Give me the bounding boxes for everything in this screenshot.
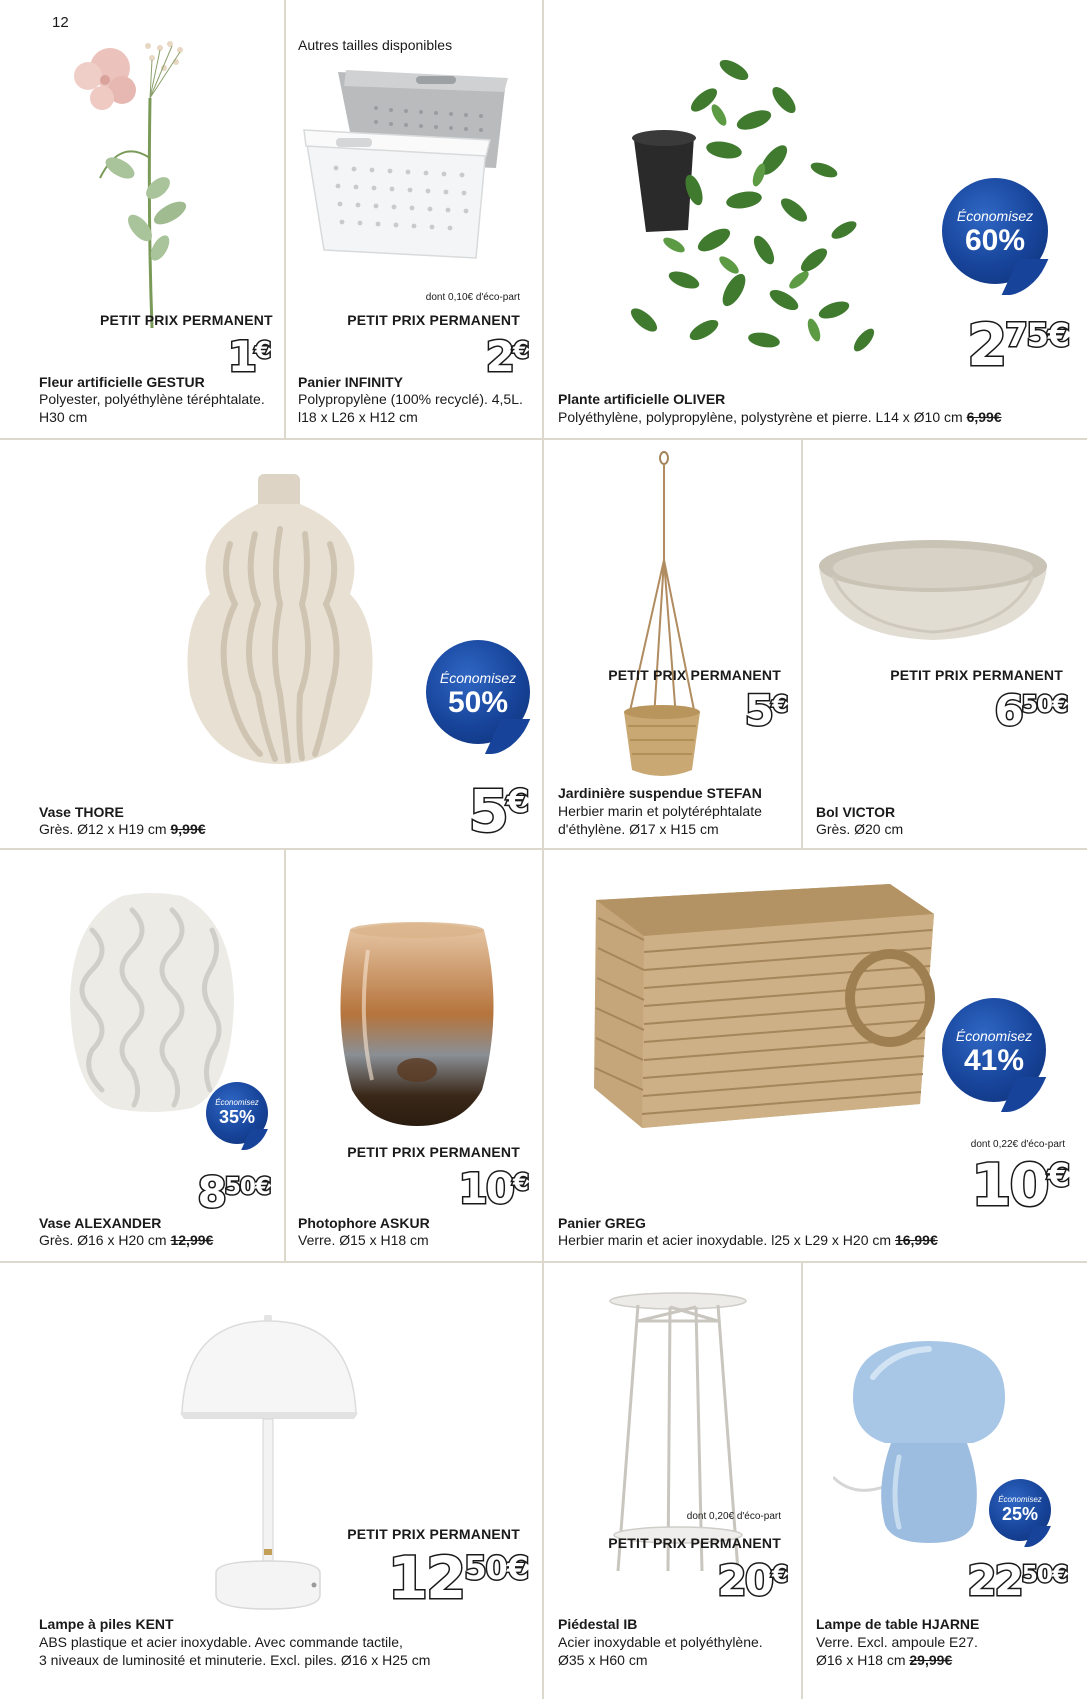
old-price: 16,99€ xyxy=(894,1232,938,1248)
price-integer: 2 xyxy=(967,311,1006,379)
storage-basket-image xyxy=(296,58,526,278)
permanent-price-label: PETIT PRIX PERMANENT xyxy=(608,667,781,683)
price-tag xyxy=(468,777,528,845)
discount-badge-percent: 41% xyxy=(963,1044,1025,1077)
price-integer: 5 xyxy=(744,686,772,735)
discount-badge xyxy=(942,178,1048,284)
price-decimal: 50€ xyxy=(224,1174,270,1200)
permanent-price-label: PETIT PRIX PERMANENT xyxy=(100,312,273,328)
product-greg[interactable] xyxy=(544,850,1087,1261)
price-decimal: € xyxy=(506,782,528,820)
price-decimal: € xyxy=(771,1562,787,1588)
old-price: 29,99€ xyxy=(909,1652,953,1668)
product-thore[interactable] xyxy=(0,440,542,848)
price-decimal: € xyxy=(1047,1156,1069,1194)
price-tag xyxy=(387,1544,528,1612)
product-name: Panier GREG xyxy=(558,1215,646,1231)
price-decimal: 50€ xyxy=(1021,692,1067,718)
product-description: Herbier marin et polytéréphtalate d'éthylène. Ø17 x H15 cm xyxy=(558,803,762,837)
price-integer: 5 xyxy=(468,777,507,845)
product-name: Panier INFINITY xyxy=(298,374,404,390)
vase-image xyxy=(62,890,242,1114)
price-decimal: € xyxy=(512,1170,528,1196)
product-name: Lampe à piles KENT xyxy=(39,1616,174,1632)
product-description xyxy=(558,408,1078,426)
old-price: 12,99€ xyxy=(170,1232,214,1248)
discount-badge-percent: 60% xyxy=(964,224,1026,257)
bowl-image xyxy=(815,536,1051,646)
discount-badge-label: Économisez xyxy=(955,1028,1033,1044)
price-integer: 10 xyxy=(458,1164,513,1213)
product-description-line: ABS plastique et acier inoxydable. Avec commande tactile, xyxy=(39,1634,403,1650)
discount-badge xyxy=(426,640,530,744)
price-integer: 1 xyxy=(227,332,255,381)
permanent-price-label: PETIT PRIX PERMANENT xyxy=(347,1526,520,1542)
product-alexander[interactable] xyxy=(0,850,284,1261)
vase-image xyxy=(180,474,380,774)
price-tag xyxy=(744,686,787,735)
pedestal-image xyxy=(598,1291,758,1571)
price-decimal: 50€ xyxy=(1021,1562,1067,1588)
product-gestur[interactable] xyxy=(0,0,284,438)
old-price: 6,99€ xyxy=(966,409,1002,425)
product-description xyxy=(39,1633,430,1669)
permanent-price-label: PETIT PRIX PERMANENT xyxy=(608,1535,781,1551)
product-description-line: 3 niveaux de luminosité et minuterie. Excl. piles. Ø16 x H25 cm xyxy=(39,1652,431,1668)
discount-badge-label: Économisez xyxy=(439,670,517,686)
product-victor[interactable] xyxy=(803,440,1087,848)
price-tag xyxy=(197,1168,270,1217)
permanent-price-label: PETIT PRIX PERMANENT xyxy=(347,312,520,328)
product-name: Vase ALEXANDER xyxy=(39,1215,162,1231)
product-description-text: Ø16 x H18 cm xyxy=(816,1652,906,1668)
price-integer: 22 xyxy=(967,1556,1022,1605)
price-integer: 12 xyxy=(387,1544,465,1612)
product-description-text: Polyéthylène, polypropylène, polystyrène et pierre. L14 x Ø10 cm xyxy=(558,409,963,425)
old-price: 9,99€ xyxy=(170,821,206,837)
price-tag xyxy=(967,311,1069,379)
product-stefan[interactable] xyxy=(544,440,801,848)
product-description-text: Grès. Ø16 x H20 cm xyxy=(39,1232,167,1248)
price-tag xyxy=(485,332,528,381)
discount-badge xyxy=(989,1479,1051,1541)
product-description-line xyxy=(816,1651,978,1669)
price-tag xyxy=(994,686,1067,735)
discount-badge-percent: 50% xyxy=(447,686,509,719)
product-description xyxy=(558,1633,763,1669)
discount-badge-label: Économisez xyxy=(998,1495,1042,1504)
price-decimal: € xyxy=(512,338,528,364)
product-ib[interactable] xyxy=(544,1263,801,1699)
product-name: Lampe de table HJARNE xyxy=(816,1616,980,1632)
product-description-line: Acier inoxydable et polyéthylène. xyxy=(558,1634,763,1650)
permanent-price-label: PETIT PRIX PERMANENT xyxy=(890,667,1063,683)
product-name: Photophore ASKUR xyxy=(298,1215,430,1231)
discount-badge xyxy=(942,998,1046,1102)
page-number: 12 xyxy=(52,14,69,31)
product-description: Verre. Ø15 x H18 cm xyxy=(298,1232,429,1248)
artificial-flower-image xyxy=(60,38,210,358)
product-description-text: Herbier marin et acier inoxydable. l25 x L29 x H20 cm xyxy=(558,1232,892,1248)
product-name: Piédestal IB xyxy=(558,1616,638,1632)
candle-holder-image xyxy=(332,920,502,1126)
product-name: Bol VICTOR xyxy=(816,804,896,820)
product-kent[interactable] xyxy=(0,1263,542,1699)
discount-badge-percent: 35% xyxy=(218,1107,256,1127)
artificial-plant-image xyxy=(584,40,904,360)
product-infinity[interactable] xyxy=(286,0,542,438)
price-integer: 2 xyxy=(485,332,513,381)
product-description xyxy=(39,1231,213,1249)
price-integer: 6 xyxy=(994,686,1022,735)
price-integer: 20 xyxy=(717,1556,772,1605)
product-name: Jardinière suspendue STEFAN xyxy=(558,785,762,801)
price-integer: 8 xyxy=(197,1168,225,1217)
product-description-text: Grès. Ø12 x H19 cm xyxy=(39,821,167,837)
price-tag xyxy=(227,332,270,381)
product-hjarne[interactable] xyxy=(803,1263,1087,1699)
product-description xyxy=(816,1633,978,1669)
price-tag xyxy=(458,1164,528,1213)
permanent-price-label: PETIT PRIX PERMANENT xyxy=(347,1144,520,1160)
price-tag xyxy=(717,1556,787,1605)
product-description xyxy=(558,1231,938,1249)
table-lamp-image xyxy=(833,1337,1013,1547)
product-description-line: Verre. Excl. ampoule E27. xyxy=(816,1634,978,1650)
product-description-line: Ø35 x H60 cm xyxy=(558,1652,648,1668)
eco-part-note: dont 0,20€ d'éco-part xyxy=(686,1511,781,1522)
discount-badge-label: Économisez xyxy=(956,208,1034,224)
product-oliver[interactable] xyxy=(544,0,1087,438)
product-name: Plante artificielle OLIVER xyxy=(558,391,726,407)
other-sizes-note: Autres tailles disponibles xyxy=(298,37,453,53)
product-description: Polyester, polyéthylène téréphtalate. H30 cm xyxy=(39,391,265,425)
product-description: Polypropylène (100% recyclé). 4,5L. l18 x L26 x H12 cm xyxy=(298,391,523,425)
eco-part-note: dont 0,10€ d'éco-part xyxy=(425,292,520,303)
table-lamp-image xyxy=(176,1313,362,1613)
discount-badge-label: Économisez xyxy=(215,1098,259,1107)
eco-part-note: dont 0,22€ d'éco-part xyxy=(970,1139,1065,1150)
price-decimal: € xyxy=(771,692,787,718)
price-tag xyxy=(971,1151,1069,1219)
product-description: Grès. Ø20 cm xyxy=(816,821,904,837)
wicker-basket-image xyxy=(590,878,940,1178)
product-name: Fleur artificielle GESTUR xyxy=(39,374,205,390)
price-integer: 10 xyxy=(971,1151,1048,1219)
price-decimal: 75€ xyxy=(1005,316,1069,354)
price-decimal: € xyxy=(254,338,270,364)
price-decimal: 50€ xyxy=(464,1549,528,1587)
hanging-planter-image xyxy=(604,450,704,780)
price-tag xyxy=(967,1556,1067,1605)
discount-badge xyxy=(206,1082,268,1144)
discount-badge-percent: 25% xyxy=(1001,1504,1039,1524)
product-askur[interactable] xyxy=(286,850,542,1261)
product-description xyxy=(39,820,206,838)
product-name: Vase THORE xyxy=(39,804,124,820)
